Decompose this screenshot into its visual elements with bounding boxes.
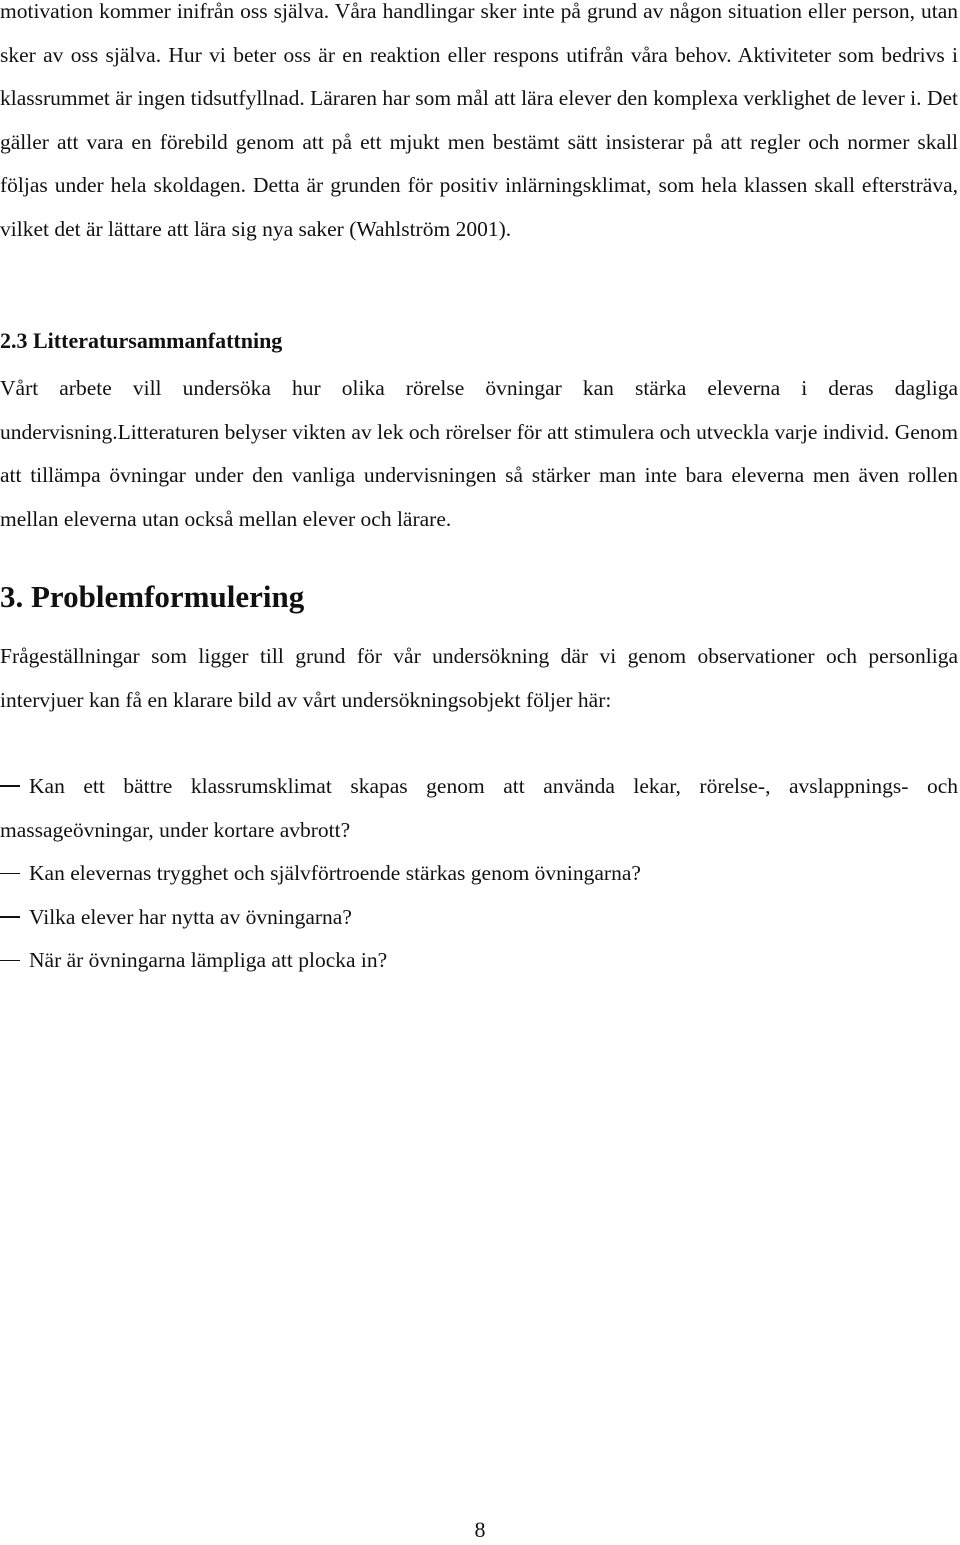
section-3-heading: 3. Problemformulering	[0, 579, 305, 614]
section-2-3-heading: 2.3 Litteratursammanfattning	[0, 328, 283, 353]
dash-bullet-icon	[0, 873, 20, 875]
question-text: När är övningarna lämpliga att plocka in?	[29, 948, 388, 973]
question-item	[0, 896, 958, 940]
question-list	[0, 765, 958, 983]
question-text: Kan ett bättre klassrumsklimat skapas genom att använda lekar, rörelse-, avslappnings- och massageövningar, under kortare avbrott?	[0, 774, 958, 842]
question-item	[0, 852, 958, 896]
question-item	[0, 939, 958, 983]
question-text: Kan elevernas trygghet och självförtroende stärkas genom övningarna?	[29, 861, 641, 886]
dash-bullet-icon	[0, 916, 20, 918]
questions-intro-paragraph: Frågeställningar som ligger till grund för vår undersökning där vi genom observationer och personliga intervjuer kan få en klarare bild av vårt undersökningsobjekt följer här:	[0, 644, 958, 712]
page-number: 8	[474, 1517, 486, 1542]
question-item	[0, 765, 958, 852]
literature-summary-paragraph: Vårt arbete vill undersöka hur olika rörelse övningar kan stärka eleverna i deras dagliga undervisning.Litteraturen belyser vikten av lek och rörelser för att stimulera och utveckla varje individ. Genom att tillämpa övningar under den vanliga undervisningen så stärker man inte bara eleverna men även rollen mellan eleverna utan också mellan elever och lärare.	[0, 376, 958, 531]
dash-bullet-icon	[0, 785, 20, 787]
dash-bullet-icon	[0, 960, 20, 962]
question-text: Vilka elever har nytta av övningarna?	[29, 904, 352, 929]
intro-paragraph: motivation kommer inifrån oss själva. Våra handlingar sker inte på grund av någon situation eller person, utan sker av oss själva. Hur vi beter oss är en reaktion eller respons utifrån våra behov. Aktiviteter som bedrivs i klassrummet är ingen tidsutfyllnad. Läraren har som mål att lära elever den komplexa verklighet de lever i. Det gäller att vara en förebild genom att på ett mjukt men bestämt sätt insisterar på att regler och normer skall följas under hela skoldagen. Detta är grunden för positiv inlärningsklimat, som hela klassen skall eftersträva, vilket det är lättare att lära sig nya saker (Wahlström 2001).	[0, 0, 958, 241]
